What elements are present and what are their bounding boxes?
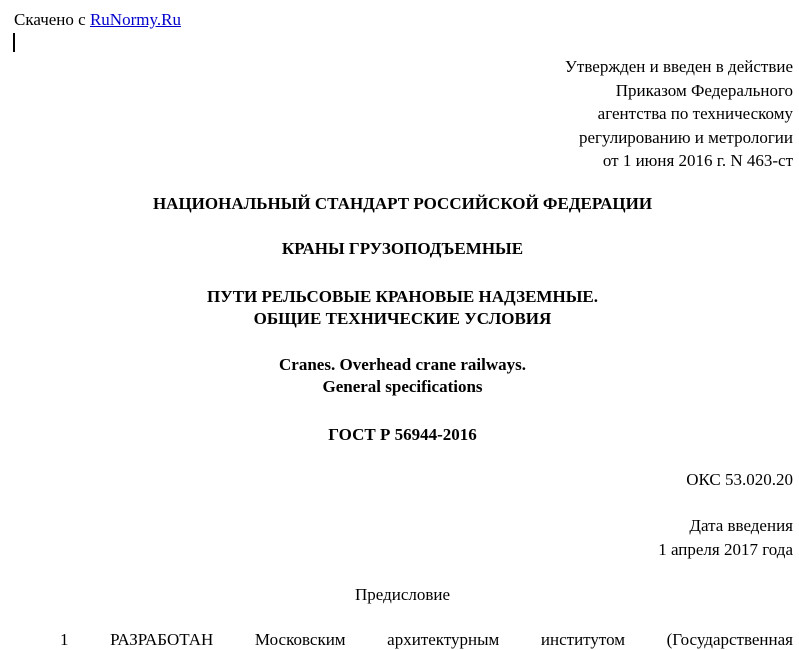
approval-line: Утвержден и введен в действие (564, 57, 793, 76)
text-cursor (13, 33, 15, 52)
document-title-line: ОБЩИЕ ТЕХНИЧЕСКИЕ УСЛОВИЯ (253, 309, 552, 328)
gost-number (0, 424, 799, 446)
document-title (0, 286, 799, 330)
source-line (14, 9, 181, 31)
english-title-line: General specifications (322, 377, 483, 396)
downloaded-from-text: Скачено с (14, 10, 86, 29)
oks-code: ОКС 53.020.20 (686, 470, 793, 489)
paragraph-word: РАЗРАБОТАН (110, 630, 214, 649)
english-title (0, 354, 799, 398)
paragraph-word: архитектурным (387, 630, 500, 649)
intro-date-value: 1 апреля 2017 года (658, 539, 793, 559)
standard-heading-text: НАЦИОНАЛЬНЫЙ СТАНДАРТ РОССИЙСКОЙ ФЕДЕРАЦИИ (152, 194, 653, 213)
approval-line: Приказом Федерального (615, 80, 793, 100)
gost-number-text: ГОСТ Р 56944-2016 (328, 425, 477, 444)
intro-date-block (658, 514, 793, 561)
paragraph-item-1 (60, 629, 793, 650)
approval-line: от 1 июня 2016 г. N 463-ст (602, 151, 793, 170)
intro-date-label: Дата введения (689, 516, 793, 535)
foreword-heading: Предисловие (354, 585, 451, 604)
english-title-line: Cranes. Overhead crane railways. (279, 355, 526, 374)
standard-heading (0, 193, 799, 215)
paragraph-word: 1 (60, 630, 69, 649)
approval-block (565, 55, 793, 173)
paragraph-word: (Государственная (666, 630, 793, 649)
approval-line: регулированию и метрологии (578, 127, 793, 147)
paragraph-word: институтом (540, 630, 626, 649)
source-link[interactable]: RuNormy.Ru (89, 10, 181, 29)
paragraph-word: Московским (254, 630, 346, 649)
document-title-line: ПУТИ РЕЛЬСОВЫЕ КРАНОВЫЕ НАДЗЕМНЫЕ. (207, 287, 598, 306)
cranes-heading (0, 238, 799, 260)
approval-line: агентства по техническому (597, 104, 793, 123)
cranes-heading-text: КРАНЫ ГРУЗОПОДЪЕМНЫЕ (281, 239, 524, 258)
